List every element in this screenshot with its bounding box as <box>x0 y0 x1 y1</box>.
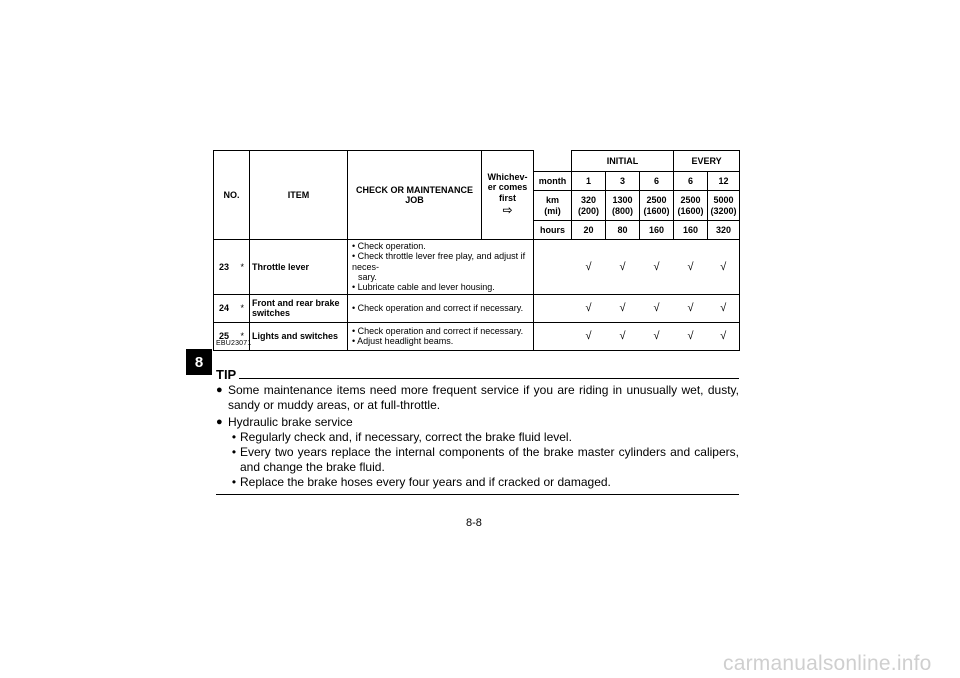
row-number: 25 <box>214 322 236 350</box>
row-item: Front and rear brake switches <box>250 294 348 322</box>
row-job: • Check operation. • Check throttle lever free play, and adjust if neces- sary. • Lubricate cable and lever housing. <box>348 240 534 295</box>
tip-header <box>216 368 739 381</box>
check-mark: √ <box>674 322 708 350</box>
reference-code: EBU23071 <box>216 340 252 347</box>
row-item: Lights and switches <box>250 322 348 350</box>
km-label: km (mi) <box>534 191 572 221</box>
km-value: 2500 (1600) <box>640 191 674 221</box>
header-blank <box>534 151 572 172</box>
tip-bullet-text: Hydraulic brake service <box>228 415 353 429</box>
table-row <box>214 240 740 295</box>
month-value: 1 <box>572 172 606 191</box>
hours-value: 160 <box>640 221 674 240</box>
row-star: * <box>236 322 250 350</box>
sub-bullet-icon: • <box>231 430 237 444</box>
list-item <box>216 430 739 445</box>
check-mark: √ <box>572 294 606 322</box>
list-item <box>216 445 739 475</box>
month-value: 6 <box>674 172 708 191</box>
tip-sub-text: Regularly check and, if necessary, correct the brake fluid level. <box>240 430 572 444</box>
km-value: 1300 (800) <box>606 191 640 221</box>
check-mark: √ <box>606 240 640 295</box>
check-mark <box>534 294 572 322</box>
hours-value: 20 <box>572 221 606 240</box>
check-mark: √ <box>606 322 640 350</box>
header-whichever <box>482 151 534 240</box>
bullet-dot-icon: ● <box>216 416 223 428</box>
maintenance-table <box>213 150 740 351</box>
tip-rule <box>239 378 739 379</box>
tip-bullet-text: Some maintenance items need more frequent service if you are riding in unusually wet, dusty, sandy or muddy areas, or at full-throttle. <box>228 383 739 412</box>
check-mark: √ <box>640 240 674 295</box>
table-row <box>214 322 740 350</box>
hours-value: 160 <box>674 221 708 240</box>
tip-sub-text: Every two years replace the internal components of the brake master cylinders and calipers, and change the brake fluid. <box>240 445 739 474</box>
check-mark <box>534 322 572 350</box>
header-no: NO. <box>214 151 250 240</box>
tip-title: TIP <box>216 367 237 382</box>
list-item <box>216 383 739 413</box>
tip-sub-text: Replace the brake hoses every four years and if cracked or damaged. <box>240 475 611 489</box>
sub-bullet-icon: • <box>231 475 237 489</box>
arrow-right-icon: ⇨ <box>502 203 513 218</box>
table-row <box>214 294 740 322</box>
check-mark: √ <box>708 322 740 350</box>
km-value: 2500 (1600) <box>674 191 708 221</box>
header-every: EVERY <box>674 151 740 172</box>
check-mark: √ <box>674 294 708 322</box>
row-number: 23 <box>214 240 236 295</box>
hours-value: 320 <box>708 221 740 240</box>
tip-box <box>216 368 739 495</box>
row-star: * <box>236 294 250 322</box>
month-value: 6 <box>640 172 674 191</box>
header-item: ITEM <box>250 151 348 240</box>
row-item: Throttle lever <box>250 240 348 295</box>
check-mark: √ <box>606 294 640 322</box>
hours-label: hours <box>534 221 572 240</box>
row-job: • Check operation and correct if necessary. <box>348 294 534 322</box>
tip-bottom-rule <box>216 494 739 495</box>
watermark: carmanualsonline.info <box>723 652 932 675</box>
check-mark: √ <box>708 294 740 322</box>
check-mark <box>534 240 572 295</box>
sub-bullet-icon: • <box>231 445 237 459</box>
row-number: 24 <box>214 294 236 322</box>
km-value: 320 (200) <box>572 191 606 221</box>
row-star: * <box>236 240 250 295</box>
month-label: month <box>534 172 572 191</box>
km-value: 5000 (3200) <box>708 191 740 221</box>
chapter-tab: 8 <box>186 349 212 375</box>
check-mark: √ <box>708 240 740 295</box>
month-value: 3 <box>606 172 640 191</box>
list-item <box>216 475 739 490</box>
bullet-dot-icon: ● <box>216 384 223 396</box>
check-mark: √ <box>640 322 674 350</box>
hours-value: 80 <box>606 221 640 240</box>
row-job: • Check operation and correct if necessary. • Adjust headlight beams. <box>348 322 534 350</box>
check-mark: √ <box>674 240 708 295</box>
month-value: 12 <box>708 172 740 191</box>
check-mark: √ <box>572 240 606 295</box>
header-initial: INITIAL <box>572 151 674 172</box>
check-mark: √ <box>572 322 606 350</box>
page-number: 8-8 <box>466 517 482 529</box>
list-item <box>216 415 739 430</box>
header-job: CHECK OR MAINTENANCE JOB <box>348 151 482 240</box>
whichever-label: Whichev-er comes first <box>487 172 528 203</box>
check-mark: √ <box>640 294 674 322</box>
